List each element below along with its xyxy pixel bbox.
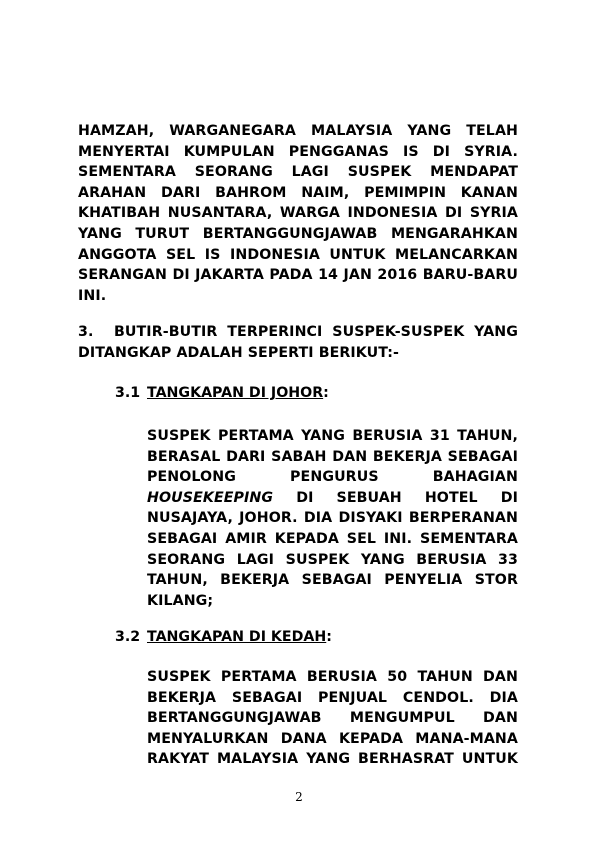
text-line: SEBAGAI AMIR KEPADA SEL INI. SEMENTARA bbox=[147, 530, 518, 547]
section-3-1-body bbox=[147, 426, 518, 611]
text-line: ARAHAN DARI BAHROM NAIM, PEMIMPIN KANAN bbox=[78, 184, 518, 201]
paragraph-3 bbox=[78, 322, 518, 363]
text-line: BEKERJA SEBAGAI PENJUAL CENDOL. DIA bbox=[147, 689, 518, 706]
text-line-italic bbox=[147, 488, 518, 509]
section-title: TANGKAPAN DI KEDAH bbox=[147, 629, 327, 645]
text-line: SERANGAN DI JAKARTA PADA 14 JAN 2016 BARU-BARU bbox=[78, 267, 518, 284]
text-line: SEORANG LAGI SUSPEK YANG BERUSIA 33 bbox=[147, 551, 518, 568]
text-line: SUSPEK PERTAMA YANG BERUSIA 31 TAHUN, bbox=[147, 428, 518, 444]
text-segment: DI SEBUAH HOTEL DI bbox=[296, 489, 518, 506]
section-heading-3-2 bbox=[115, 627, 332, 647]
text-line: SEMENTARA SEORANG LAGI SUSPEK MENDAPAT bbox=[78, 164, 518, 181]
text-line: SUSPEK PERTAMA BERUSIA 50 TAHUN DAN bbox=[147, 669, 518, 685]
text-line: BERASAL DARI SABAH DAN BEKERJA SEBAGAI bbox=[147, 448, 518, 465]
section-number: 3.2 bbox=[115, 629, 141, 645]
text-line: INI. bbox=[78, 287, 107, 304]
text-line: KHATIBAH NUSANTARA, WARGA INDONESIA DI SYRIA bbox=[78, 205, 518, 222]
text-line: PENOLONG PENGURUS BAHAGIAN bbox=[147, 469, 518, 486]
text-line: YANG TURUT BERTANGGUNGJAWAB MENGARAHKAN bbox=[78, 225, 518, 242]
paragraph-3-line bbox=[78, 322, 518, 343]
text-line: TAHUN, BEKERJA SEBAGAI PENYELIA STOR bbox=[147, 572, 518, 589]
page-number: 2 bbox=[295, 790, 303, 804]
continued-paragraph bbox=[78, 121, 518, 306]
text-line: NUSAJAYA, JOHOR. DIA DISYAKI BERPERANAN bbox=[147, 510, 518, 527]
text-line: HAMZAH, WARGANEGARA MALAYSIA YANG TELAH bbox=[78, 123, 518, 139]
section-heading-3-1 bbox=[115, 383, 329, 403]
section-3-2-body bbox=[147, 667, 518, 770]
text-line: DITANGKAP ADALAH SEPERTI BERIKUT:- bbox=[78, 344, 400, 361]
text-segment: BUTIR-BUTIR TERPERINCI SUSPEK-SUSPEK YANG bbox=[114, 324, 518, 340]
section-colon: : bbox=[323, 385, 329, 401]
paragraph-number: 3. bbox=[78, 324, 94, 340]
section-colon: : bbox=[326, 629, 332, 645]
text-line: KILANG; bbox=[147, 592, 214, 609]
text-line: MENYALURKAN DANA KEPADA MANA-MANA bbox=[147, 730, 518, 747]
text-line: BERTANGGUNGJAWAB MENGUMPUL DAN bbox=[147, 710, 518, 727]
italic-word: HOUSEKEEPING bbox=[147, 489, 274, 506]
section-title: TANGKAPAN DI JOHOR bbox=[147, 385, 324, 401]
section-number: 3.1 bbox=[115, 385, 141, 401]
text-line: MENYERTAI KUMPULAN PENGGANAS IS DI SYRIA. bbox=[78, 143, 518, 160]
text-line: RAKYAT MALAYSIA YANG BERHASRAT UNTUK bbox=[147, 751, 518, 768]
text-line: ANGGOTA SEL IS INDONESIA UNTUK MELANCARKAN bbox=[78, 246, 518, 263]
